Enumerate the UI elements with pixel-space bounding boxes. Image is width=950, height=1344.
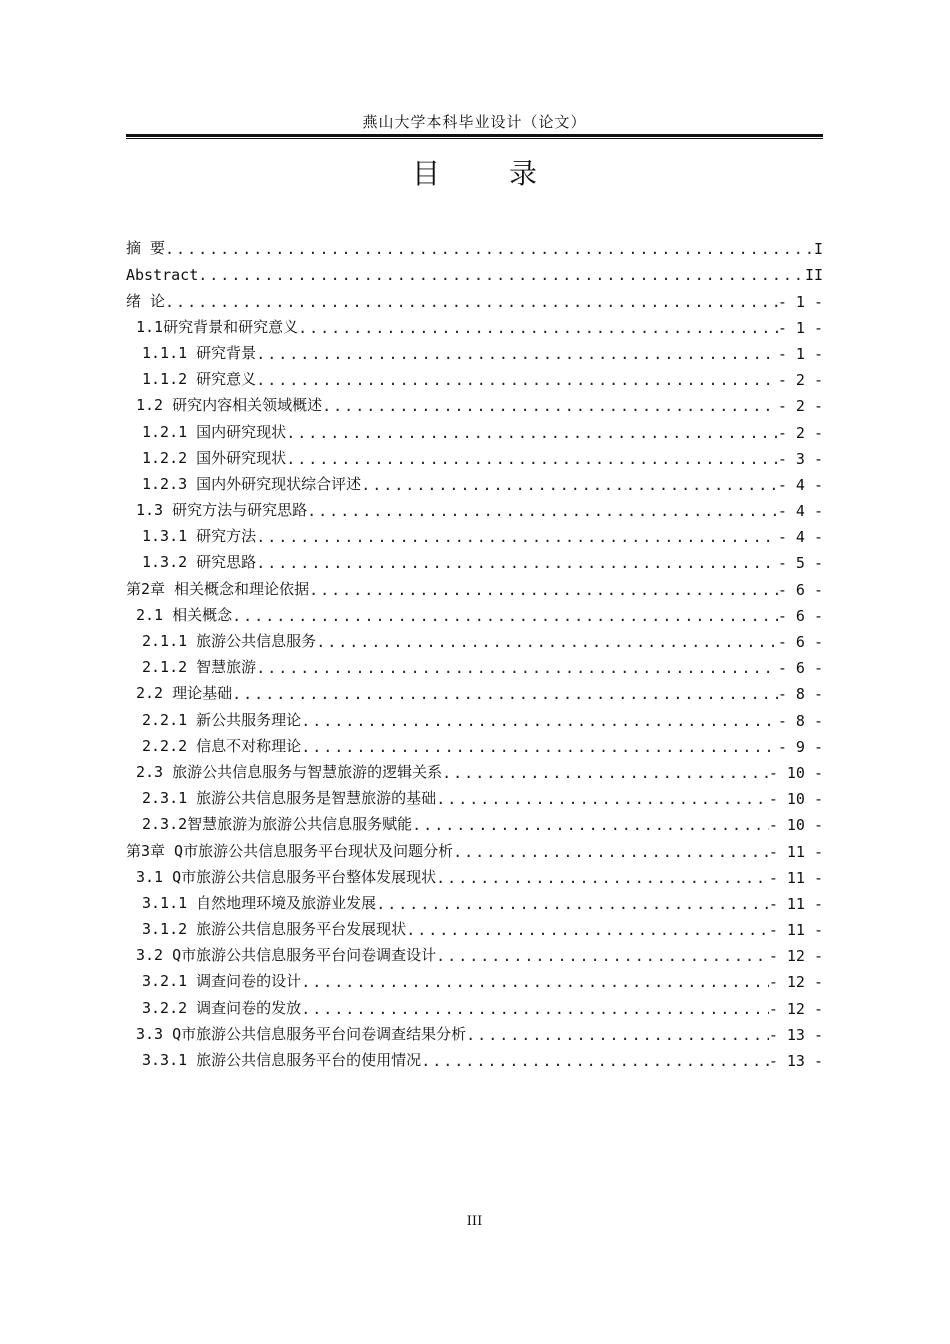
toc-entry-page: - 4 - xyxy=(777,475,823,494)
toc-entry-page: - 9 - xyxy=(777,737,823,756)
toc-entry-label: 3.2 Q市旅游公共信息服务平台问卷调查设计 xyxy=(136,946,437,965)
toc-entry-page: - 2 - xyxy=(777,423,823,442)
toc-leader-dots xyxy=(442,764,769,782)
toc-entry-label: 3.3.1 旅游公共信息服务平台的使用情况 xyxy=(142,1051,422,1069)
running-header: 燕山大学本科毕业设计（论文） xyxy=(362,113,587,131)
toc-entry-label: 1.3.1 研究方法 xyxy=(142,527,257,546)
toc-entry-label: 1.1研究背景和研究意义 xyxy=(136,317,299,336)
toc-leader-dots xyxy=(301,973,769,991)
toc-entry-page: - 4 - xyxy=(777,528,823,547)
toc-entry-page: - 10 - xyxy=(768,816,823,835)
header-rule-thick xyxy=(126,134,823,137)
toc-entry-page: II xyxy=(804,266,823,285)
toc-entry-label: 1.2.2 国外研究现状 xyxy=(142,448,287,467)
toc-entry-label: 2.2.1 新公共服务理论 xyxy=(142,710,302,729)
toc-entry[interactable] xyxy=(126,337,823,363)
toc-leader-dots xyxy=(256,371,778,389)
toc-leader-dots xyxy=(298,319,778,337)
toc-entry-page: - 8 - xyxy=(777,685,823,704)
toc-entry-page: - 11 - xyxy=(768,894,823,913)
toc-entry-page: - 12 - xyxy=(768,947,823,966)
toc-leader-dots xyxy=(436,869,769,887)
toc-entry-label: 3.2.2 调查问卷的发放 xyxy=(142,998,302,1017)
toc-entry[interactable] xyxy=(126,363,823,389)
toc-leader-dots xyxy=(256,345,778,363)
toc-entry-page: - 12 - xyxy=(768,999,823,1018)
toc-entry[interactable] xyxy=(126,1044,823,1070)
toc-entry-page: - 6 - xyxy=(777,633,823,651)
toc-entry[interactable] xyxy=(126,808,823,834)
toc-leader-dots xyxy=(406,921,769,939)
toc-leader-dots xyxy=(453,843,769,861)
page-title: 目 录 xyxy=(412,157,567,190)
toc-entry[interactable] xyxy=(126,258,823,284)
toc-entry[interactable] xyxy=(126,834,823,860)
toc-leader-dots xyxy=(376,895,769,913)
toc-entry-label: 2.1 相关概念 xyxy=(136,605,233,624)
toc-entry-page: - 3 - xyxy=(777,449,823,468)
toc-entry-page: - 13 - xyxy=(768,1052,823,1070)
toc-entry[interactable] xyxy=(126,913,823,939)
toc-entry-page: - 4 - xyxy=(777,502,823,521)
toc-entry[interactable] xyxy=(126,572,823,598)
toc-entry-page: - 1 - xyxy=(777,344,823,363)
toc-entry[interactable] xyxy=(126,1018,823,1044)
toc-entry-label: Abstract xyxy=(126,266,199,285)
toc-entry-label: 1.2.3 国内外研究现状综合评述 xyxy=(142,474,362,493)
toc-entry[interactable] xyxy=(126,520,823,546)
toc-entry-label: 1.1.2 研究意义 xyxy=(142,370,257,389)
toc-leader-dots xyxy=(165,240,814,258)
toc-entry[interactable] xyxy=(126,415,823,441)
toc-entry-page: - 10 - xyxy=(768,790,823,809)
toc-entry-label: 2.1.2 智慧旅游 xyxy=(142,658,257,677)
toc-leader-dots xyxy=(286,424,778,442)
toc-entry-label: 2.1.1 旅游公共信息服务 xyxy=(142,632,317,650)
toc-leader-dots xyxy=(421,1052,769,1070)
toc-leader-dots xyxy=(256,528,778,546)
table-of-contents xyxy=(126,232,823,1070)
toc-leader-dots xyxy=(256,659,778,677)
toc-entry-label: 3.2.1 调查问卷的设计 xyxy=(142,972,302,991)
toc-entry-label: 第3章 Q市旅游公共信息服务平台现状及问题分析 xyxy=(126,841,454,860)
toc-entry-label: 1.2 研究内容相关领域概述 xyxy=(136,396,323,415)
toc-entry-label: 2.2 理论基础 xyxy=(136,684,233,703)
toc-entry[interactable] xyxy=(126,494,823,520)
toc-entry-label: 2.3.2智慧旅游为旅游公共信息服务赋能 xyxy=(142,815,413,834)
toc-entry-page: - 6 - xyxy=(777,580,823,599)
toc-entry-label: 3.1.2 旅游公共信息服务平台发展现状 xyxy=(142,920,407,939)
toc-leader-dots xyxy=(198,266,805,284)
toc-entry[interactable] xyxy=(126,232,823,258)
toc-leader-dots xyxy=(361,476,778,494)
page-number: III xyxy=(466,1214,483,1229)
toc-entry[interactable] xyxy=(126,965,823,991)
toc-entry-page: - 5 - xyxy=(777,554,823,573)
toc-entry-page: - 2 - xyxy=(777,397,823,416)
toc-leader-dots xyxy=(286,450,778,468)
toc-entry[interactable] xyxy=(126,389,823,415)
toc-entry[interactable] xyxy=(126,284,823,310)
toc-entry-page: - 11 - xyxy=(768,842,823,861)
toc-entry[interactable] xyxy=(126,677,823,703)
toc-entry-label: 2.3 旅游公共信息服务与智慧旅游的逻辑关系 xyxy=(136,762,443,781)
toc-entry[interactable] xyxy=(126,887,823,913)
toc-leader-dots xyxy=(436,790,769,808)
toc-leader-dots xyxy=(466,1026,769,1044)
toc-entry[interactable] xyxy=(126,625,823,651)
toc-entry[interactable] xyxy=(126,756,823,782)
toc-entry[interactable] xyxy=(126,730,823,756)
toc-entry-page: - 8 - xyxy=(777,711,823,730)
toc-leader-dots xyxy=(412,816,769,834)
toc-entry-label: 3.1.1 自然地理环境及旅游业发展 xyxy=(142,893,377,912)
toc-leader-dots xyxy=(232,607,778,625)
toc-leader-dots xyxy=(322,397,778,415)
toc-entry-label: 3.3 Q市旅游公共信息服务平台问卷调查结果分析 xyxy=(136,1024,467,1043)
toc-leader-dots xyxy=(165,293,778,311)
toc-entry-page: - 13 - xyxy=(768,1025,823,1044)
toc-leader-dots xyxy=(309,581,778,599)
toc-entry[interactable] xyxy=(126,991,823,1017)
toc-entry-label: 3.1 Q市旅游公共信息服务平台整体发展现状 xyxy=(136,867,437,886)
toc-leader-dots xyxy=(256,554,778,572)
toc-entry-label: 第2章 相关概念和理论依据 xyxy=(126,579,310,598)
toc-entry[interactable] xyxy=(126,468,823,494)
toc-entry[interactable] xyxy=(126,311,823,337)
toc-entry-page: I xyxy=(813,240,823,259)
toc-entry-page: - 1 - xyxy=(777,292,823,311)
toc-leader-dots xyxy=(301,712,778,730)
toc-entry-label: 1.3 研究方法与研究思路 xyxy=(136,501,308,520)
toc-entry[interactable] xyxy=(126,782,823,808)
toc-entry[interactable] xyxy=(126,442,823,468)
toc-entry-page: - 1 - xyxy=(777,318,823,337)
toc-entry-label: 摘 要 xyxy=(126,239,166,258)
toc-leader-dots xyxy=(316,633,778,651)
toc-entry[interactable] xyxy=(126,861,823,887)
toc-entry-label: 绪 论 xyxy=(126,291,166,310)
toc-entry-page: - 11 - xyxy=(768,868,823,887)
toc-entry-page: - 6 - xyxy=(777,659,823,678)
toc-leader-dots xyxy=(307,502,778,520)
toc-entry-page: - 11 - xyxy=(768,921,823,940)
toc-entry-label: 1.2.1 国内研究现状 xyxy=(142,422,287,441)
toc-leader-dots xyxy=(436,947,769,965)
header-rule-thin xyxy=(126,138,823,139)
toc-entry-label: 1.3.2 研究思路 xyxy=(142,553,257,572)
toc-entry-label: 2.2.2 信息不对称理论 xyxy=(142,736,302,755)
toc-entry-label: 1.1.1 研究背景 xyxy=(142,343,257,362)
toc-entry-label: 2.3.1 旅游公共信息服务是智慧旅游的基础 xyxy=(142,789,437,808)
toc-entry[interactable] xyxy=(126,939,823,965)
toc-entry-page: - 10 - xyxy=(768,763,823,782)
toc-leader-dots xyxy=(301,1000,769,1018)
toc-entry-page: - 6 - xyxy=(777,606,823,625)
toc-entry[interactable] xyxy=(126,546,823,572)
toc-entry-page: - 12 - xyxy=(768,973,823,992)
toc-entry[interactable] xyxy=(126,703,823,729)
toc-entry-page: - 2 - xyxy=(777,371,823,390)
toc-leader-dots xyxy=(301,738,778,756)
toc-entry[interactable] xyxy=(126,651,823,677)
toc-entry[interactable] xyxy=(126,599,823,625)
toc-leader-dots xyxy=(232,685,778,703)
